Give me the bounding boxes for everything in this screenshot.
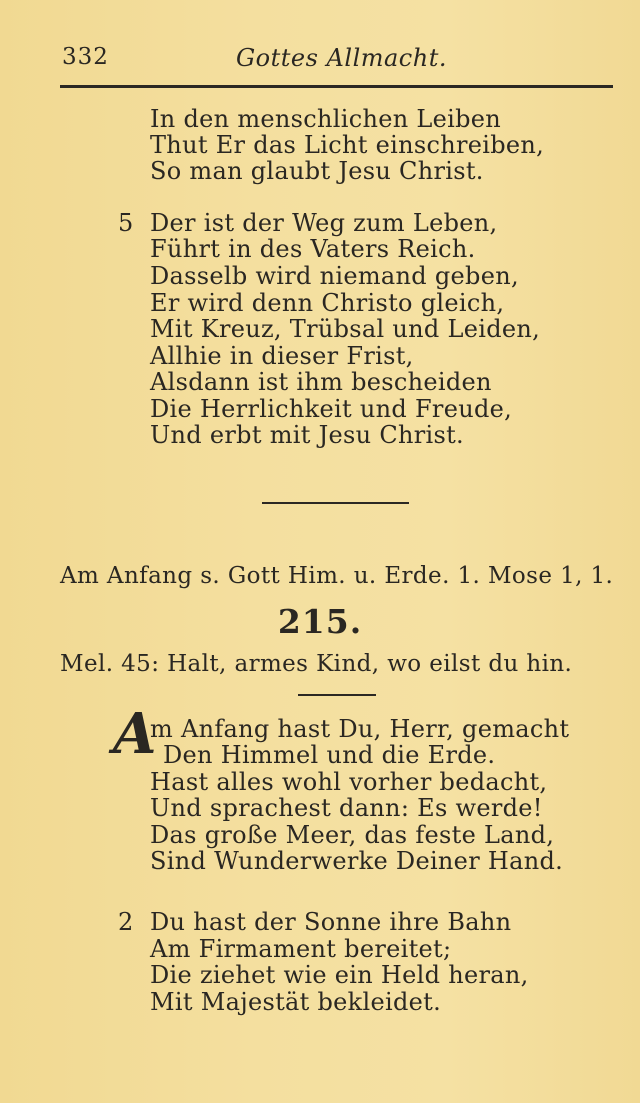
verse-line: Mit Majestät bekleidet. [150,988,441,1016]
verse-line: Er wird denn Christo gleich, [150,289,505,317]
verse-line: In den menschlichen Leiben [150,105,502,133]
drop-cap: A [113,701,157,767]
verse-line: m Anfang hast Du, Herr, gemacht [150,715,570,743]
verse-line: Und erbt mit Jesu Christ. [150,421,464,449]
verse-line: Die ziehet wie ein Held heran, [150,961,529,989]
verse-line: Der ist der Weg zum Leben, [150,209,498,237]
verse-number: 5 [118,209,134,237]
verse-line: Hast alles wohl vorher bedacht, [150,768,548,796]
page-number: 332 [62,44,109,70]
verse-number: 2 [118,908,134,936]
verse-line: Das große Meer, das feste Land, [150,821,555,849]
verse-line: Den Himmel und die Erde. [163,741,496,769]
verse-line: Alsdann ist ihm bescheiden [150,368,492,396]
verse-line: Mit Kreuz, Trübsal und Leiden, [150,315,541,343]
hymn-number: 215. [277,602,363,641]
verse-line: Die Herrlichkeit und Freude, [150,395,513,423]
verse-line: Sind Wunderwerke Deiner Hand. [150,847,564,875]
bible-reference: Am Anfang s. Gott Him. u. Erde. 1. Mose 1, 1. [60,563,614,589]
verse-line: Und sprachest dann: Es werde! [150,794,543,822]
header-rule [60,85,613,88]
verse-line: Dasselb wird niemand geben, [150,262,519,290]
verse-line: Allhie in dieser Frist, [150,342,414,370]
running-head: Gottes Allmacht. [236,44,447,72]
verse-line: Am Firmament bereitet; [150,935,452,963]
melody-reference: Mel. 45: Halt, armes Kind, wo eilst du hin. [60,651,573,677]
short-rule [298,694,376,696]
verse-line: Thut Er das Licht einschreiben, [150,131,545,159]
verse-line: Führt in des Vaters Reich. [150,235,476,263]
verse-line: Du hast der Sonne ihre Bahn [150,908,512,936]
verse-line: So man glaubt Jesu Christ. [150,157,484,185]
section-divider [262,502,409,504]
